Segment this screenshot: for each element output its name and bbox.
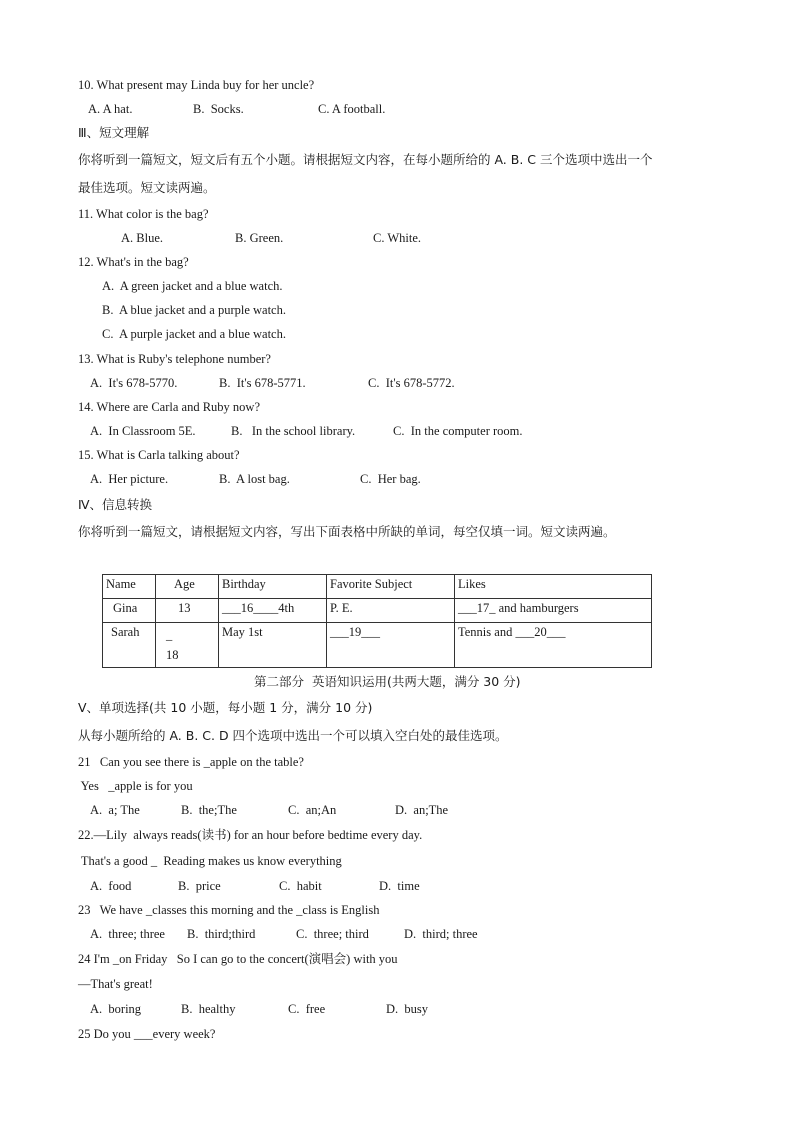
question-24-stem-line2: —That's great! bbox=[78, 977, 153, 991]
q24-option-c: C. free bbox=[288, 1002, 326, 1016]
q22-option-d: D. time bbox=[379, 879, 420, 893]
question-24-stem: 24 I'm _on Friday So I can go to the concert(演唱会) with you bbox=[78, 952, 398, 966]
table-header-row bbox=[103, 575, 652, 599]
cell-age: 13 bbox=[156, 599, 219, 623]
cell-name: Sarah bbox=[103, 623, 156, 668]
cell-likes: ___17_ and hamburgers bbox=[455, 599, 652, 623]
question-14-stem: 14. Where are Carla and Ruby now? bbox=[78, 400, 260, 414]
header-name: Name bbox=[103, 575, 156, 599]
question-12-stem: 12. What's in the bag? bbox=[78, 255, 189, 269]
q10-option-c: C. A football. bbox=[318, 102, 386, 116]
header-favorite-subject: Favorite Subject bbox=[327, 575, 455, 599]
q24-option-b: B. healthy bbox=[181, 1002, 236, 1016]
q23-option-b: B. third;third bbox=[187, 927, 256, 941]
q21-option-a: A. a; The bbox=[90, 803, 140, 817]
question-22-stem: 22.—Lily always reads(读书) for an hour before bedtime every day. bbox=[78, 828, 423, 842]
section-5-title: V、单项选择(共 10 小题，每小题 1 分，满分 10 分) bbox=[78, 700, 373, 715]
q15-option-a: A. Her picture. bbox=[90, 472, 169, 486]
q11-option-b: B. Green. bbox=[235, 231, 284, 245]
cell-favorite-subject: ___19___ bbox=[327, 623, 455, 668]
section-4-instruction: 你将听到一篇短文，请根据短文内容，写出下面表格中所缺的单词，每空仅填一词。短文读两遍。 bbox=[78, 524, 616, 539]
cell-age: _ 18 bbox=[156, 623, 219, 668]
header-birthday: Birthday bbox=[219, 575, 327, 599]
cell-favorite-subject: P. E. bbox=[327, 599, 455, 623]
table-row bbox=[103, 623, 652, 668]
question-10-stem: 10. What present may Linda buy for her uncle? bbox=[78, 78, 315, 92]
question-21-stem: 21 Can you see there is _apple on the table? bbox=[78, 755, 304, 769]
cell-birthday: ___16____4th bbox=[219, 599, 327, 623]
q21-option-d: D. an;The bbox=[395, 803, 449, 817]
q11-option-a: A. Blue. bbox=[121, 231, 164, 245]
information-table bbox=[102, 574, 652, 668]
cell-likes: Tennis and ___20___ bbox=[455, 623, 652, 668]
question-21-stem-line2: Yes _apple is for you bbox=[78, 779, 193, 793]
q21-option-b: B. the;The bbox=[181, 803, 237, 817]
q23-option-a: A. three; three bbox=[90, 927, 165, 941]
q10-option-a: A. A hat. bbox=[88, 102, 133, 116]
q10-option-b: B. Socks. bbox=[193, 102, 244, 116]
q22-option-a: A. food bbox=[90, 879, 132, 893]
q12-option-b: B. A blue jacket and a purple watch. bbox=[102, 303, 286, 317]
q12-option-a: A. A green jacket and a blue watch. bbox=[102, 279, 283, 293]
q14-option-b: B. In the school library. bbox=[231, 424, 356, 438]
section-5-instruction: 从每小题所给的 A. B. C. D 四个选项中选出一个可以填入空白处的最佳选项。 bbox=[78, 728, 508, 743]
header-age: Age bbox=[156, 575, 219, 599]
cell-name: Gina bbox=[103, 599, 156, 623]
q13-option-c: C. It's 678-5772. bbox=[368, 376, 455, 390]
question-25-stem: 25 Do you ___every week? bbox=[78, 1027, 216, 1041]
cell-birthday: May 1st bbox=[219, 623, 327, 668]
section-4-title: Ⅳ、信息转换 bbox=[78, 497, 153, 512]
q13-option-b: B. It's 678-5771. bbox=[219, 376, 306, 390]
q15-option-b: B. A lost bag. bbox=[219, 472, 290, 486]
q12-option-c: C. A purple jacket and a blue watch. bbox=[102, 327, 286, 341]
section-3-title: Ⅲ、短文理解 bbox=[78, 125, 150, 140]
q14-option-a: A. In Classroom 5E. bbox=[90, 424, 196, 438]
question-22-stem-line2: That's a good _ Reading makes us know everything bbox=[78, 854, 342, 868]
q24-option-d: D. busy bbox=[386, 1002, 429, 1016]
q14-option-c: C. In the computer room. bbox=[393, 424, 523, 438]
q24-option-a: A. boring bbox=[90, 1002, 142, 1016]
q15-option-c: C. Her bag. bbox=[360, 472, 421, 486]
q23-option-c: C. three; third bbox=[296, 927, 369, 941]
part-2-title: 第二部分 英语知识运用(共两大题，满分 30 分) bbox=[254, 674, 521, 689]
question-23-stem: 23 We have _classes this morning and the _class is English bbox=[78, 903, 380, 917]
question-13-stem: 13. What is Ruby's telephone number? bbox=[78, 352, 271, 366]
question-15-stem: 15. What is Carla talking about? bbox=[78, 448, 240, 462]
table-row bbox=[103, 599, 652, 623]
q23-option-d: D. third; three bbox=[404, 927, 478, 941]
section-3-instruction-line2: 最佳选项。短文读两遍。 bbox=[78, 180, 216, 195]
q11-option-c: C. White. bbox=[373, 231, 422, 245]
q13-option-a: A. It's 678-5770. bbox=[90, 376, 178, 390]
question-11-stem: 11. What color is the bag? bbox=[78, 207, 209, 221]
q21-option-c: C. an;An bbox=[288, 803, 337, 817]
section-3-instruction-line1: 你将听到一篇短文，短文后有五个小题。请根据短文内容，在每小题所给的 A. B. C 三个选项中选出一个 bbox=[78, 152, 653, 167]
q22-option-b: B. price bbox=[178, 879, 221, 893]
q22-option-c: C. habit bbox=[279, 879, 322, 893]
header-likes: Likes bbox=[455, 575, 652, 599]
